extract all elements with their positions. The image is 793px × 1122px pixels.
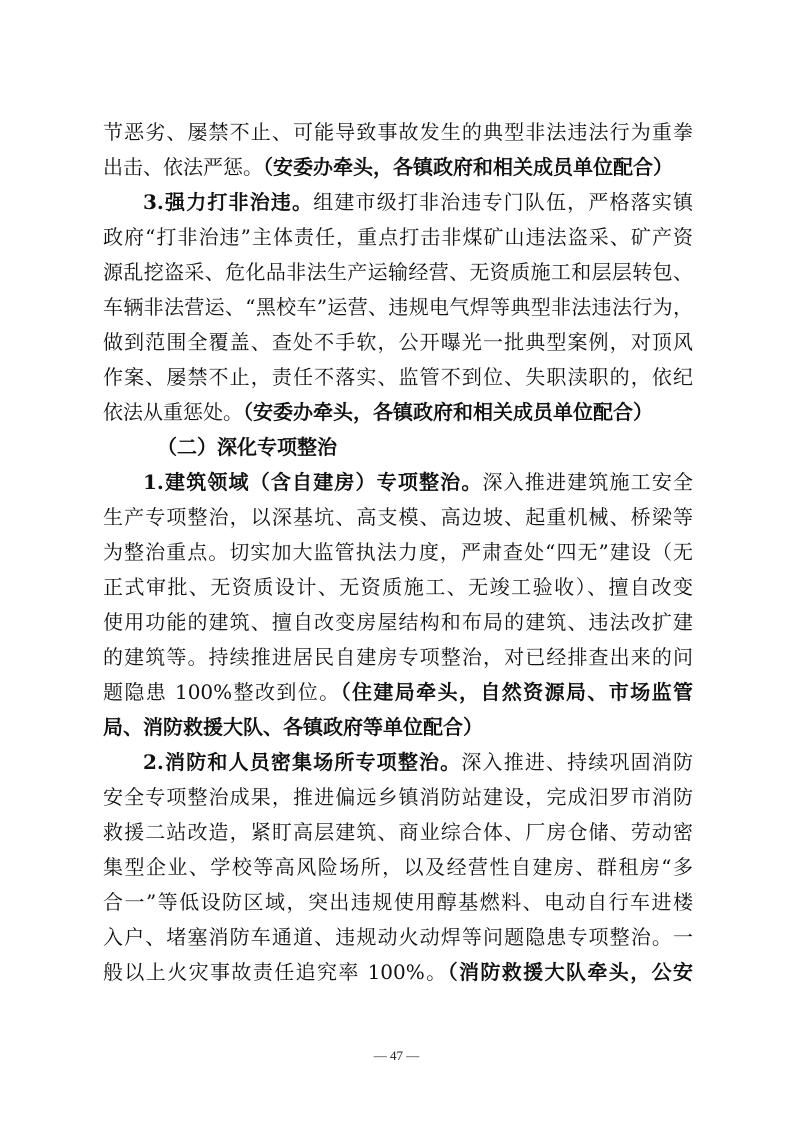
text-line [103, 290, 693, 325]
text-line [103, 500, 693, 535]
text-line [103, 710, 693, 745]
text-line [103, 360, 693, 395]
text-segment: 的建筑等。持续推进居民自建房专项整治，对已经排查出来的问 [103, 645, 693, 669]
text-line [103, 395, 693, 430]
text-line [103, 920, 693, 955]
text-segment: 生产专项整治，以深基坑、高支模、高边坡、起重机械、桥梁等 [103, 505, 693, 529]
text-line [103, 815, 693, 850]
text-segment: 组建市级打非治违专门队伍，严格落实镇 [313, 190, 693, 214]
text-segment: 源乱挖盗采、危化品非法生产运输经营、无资质施工和层层转包、 [103, 260, 693, 284]
text-segment: 般以上火灾事故责任追究率 100%。 [103, 960, 448, 984]
text-segment: 救援二站改造，紧盯高层建筑、商业综合体、厂房仓储、劳动密 [103, 820, 693, 844]
text-line [103, 185, 693, 220]
bold-text-segment: 局、消防救援大队、各镇政府等单位配合） [103, 715, 483, 739]
text-segment: 依法从重惩处。 [103, 400, 243, 424]
bold-text-segment: 3.强力打非治违。 [143, 190, 314, 214]
text-segment: 政府“打非治违”主体责任，重点打击非煤矿山违法盗采、矿产资 [103, 225, 693, 249]
text-line [103, 675, 693, 710]
text-line [103, 115, 693, 150]
bold-text-segment: （安委办牵头，各镇政府和相关成员单位配合） [243, 400, 653, 424]
bold-text-segment: （住建局牵头，自然资源局、市场监管 [340, 680, 693, 704]
text-segment: 集型企业、学校等高风险场所，以及经营性自建房、群租房“多 [103, 855, 693, 879]
bold-text-segment: （消防救援大队牵头，公安 [447, 960, 693, 984]
text-line [103, 150, 693, 185]
text-line [103, 850, 693, 885]
text-line [103, 325, 693, 360]
text-segment: 正式审批、无资质设计、无资质施工、无竣工验收）、擅自改变 [103, 575, 693, 599]
text-segment: 为整治重点。切实加大监管执法力度，严肃查处“四无”建设（无 [103, 540, 693, 564]
bold-text-segment: （安委办牵头，各镇政府和相关成员单位配合） [263, 155, 673, 179]
text-segment: 做到范围全覆盖、查处不手软，公开曝光一批典型案例，对顶风 [103, 330, 693, 354]
document-body [103, 115, 693, 990]
text-line [103, 220, 693, 255]
text-line [103, 745, 693, 780]
bold-text-segment: 1.建筑领域（含自建房）专项整治。 [143, 470, 483, 494]
text-line [103, 465, 693, 500]
bold-text-segment: 2.消防和人员密集场所专项整治。 [143, 750, 462, 774]
text-line [103, 255, 693, 290]
text-line [103, 885, 693, 920]
text-line [103, 640, 693, 675]
text-segment: 入户、堵塞消防车通道、违规动火动焊等问题隐患专项整治。一 [103, 925, 693, 949]
text-segment: 使用功能的建筑、擅自改变房屋结构和布局的建筑、违法改扩建 [103, 610, 693, 634]
text-line [103, 535, 693, 570]
text-line [103, 570, 693, 605]
text-segment: 安全专项整治成果，推进偏远乡镇消防站建设，完成汨罗市消防 [103, 785, 693, 809]
text-segment: 车辆非法营运、“黑校车”运营、违规电气焊等典型非法违法行为， [103, 295, 693, 319]
text-segment: 深入推进、持续巩固消防 [461, 750, 693, 774]
text-line [103, 430, 693, 465]
text-segment: 合一”等低设防区域，突出违规使用醇基燃料、电动自行车进楼 [103, 890, 693, 914]
bold-text-segment: （二）深化专项整治 [157, 435, 337, 459]
text-segment: 作案、屡禁不止，责任不落实、监管不到位、失职渎职的，依纪 [103, 365, 693, 389]
text-segment: 深入推进建筑施工安全 [482, 470, 693, 494]
text-line [103, 605, 693, 640]
text-segment: 节恶劣、屡禁不止、可能导致事故发生的典型非法违法行为重拳 [103, 120, 693, 144]
text-line [103, 955, 693, 990]
page-number: — 47 — [373, 1048, 420, 1063]
text-segment: 出击、依法严惩。 [103, 155, 263, 179]
text-line [103, 780, 693, 815]
text-segment: 题隐患 100%整改到位。 [103, 680, 341, 704]
